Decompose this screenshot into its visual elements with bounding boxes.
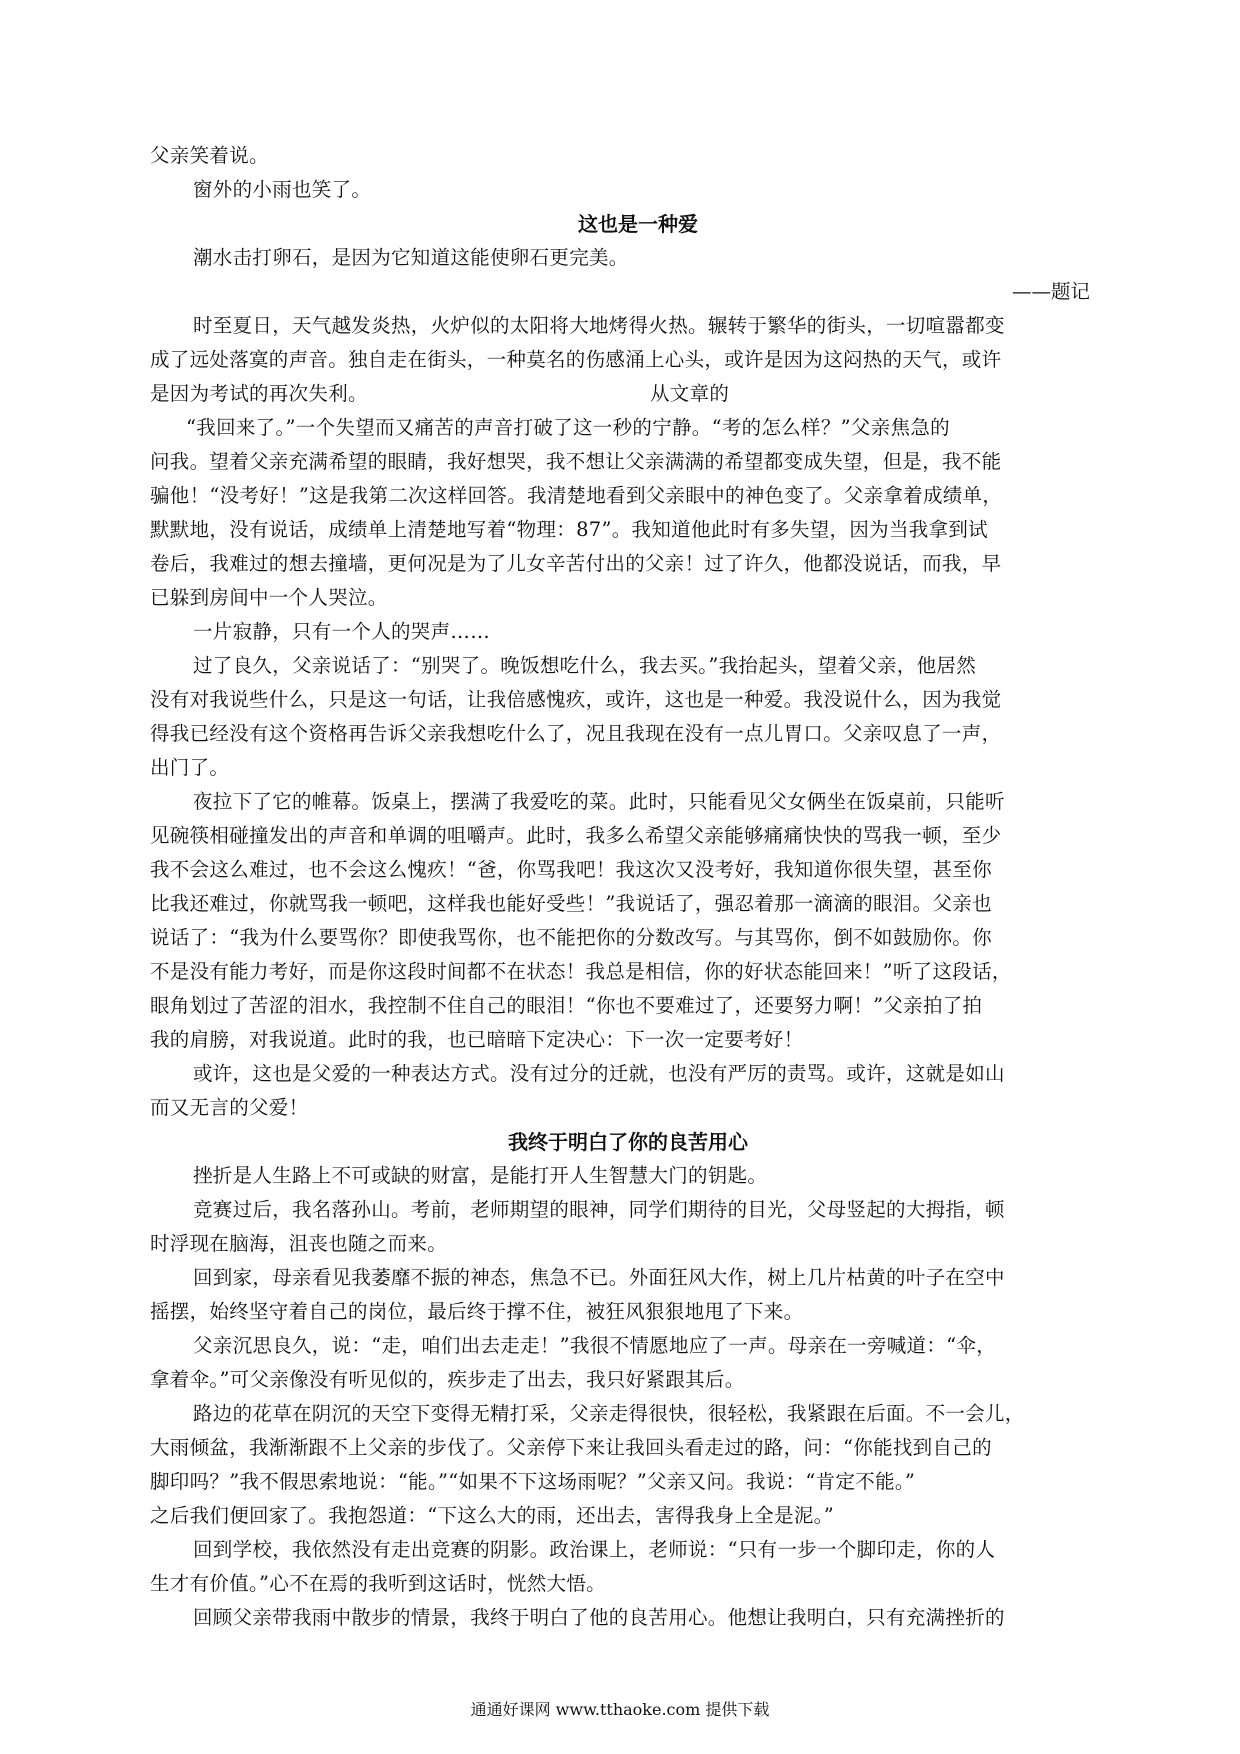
text-line: 说话了：“我为什么要骂你？即使我骂你，也不能把你的分数改写。与其骂你，倒不如鼓励你。你 [150, 926, 992, 949]
text-line: 路边的花草在阴沉的天空下变得无精打采，父亲走得很快，很轻松，我紧跟在后面。不一会儿， [193, 1402, 1025, 1425]
text-line: 夜拉下了它的帷幕。饭桌上，摆满了我爱吃的菜。此时，只能看见父女俩坐在饭桌前，只能听 [193, 790, 1005, 813]
text-line: 脚印吗？”我不假思索地说：“能。”“如果不下这场雨呢？”父亲又问。我说：“肯定不能。” [150, 1470, 916, 1493]
text-line: 大雨倾盆，我渐渐跟不上父亲的步伐了。父亲停下来让我回头看走过的路，问：“你能找到自己的 [150, 1436, 992, 1459]
section-title: 这也是一种爱 [578, 212, 698, 236]
text-line: 我不会这么难过，也不会这么愧疚！“爸，你骂我吧！我这次又没考好，我知道你很失望，甚至你 [150, 858, 992, 881]
text-line: 问我。望着父亲充满希望的眼睛，我好想哭，我不想让父亲满满的希望都变成失望，但是，我不能 [150, 450, 1002, 473]
page-footer: 通通好课网 www.tthaoke.com 提供下载 [470, 1700, 770, 1719]
text-line: 挫折是人生路上不可或缺的财富，是能打开人生智慧大门的钥匙。 [193, 1164, 768, 1187]
text-line: 成了远处落寞的声音。独自走在街头，一种莫名的伤感涌上心头，或许是因为这闷热的天气，或许 [150, 348, 1002, 371]
text-line: 或许，这也是父爱的一种表达方式。没有过分的迁就，也没有严厉的责骂。或许，这就是如山 [193, 1062, 1005, 1085]
text-line: 是因为考试的再次失利。 [150, 382, 368, 405]
epigraph: 潮水击打卵石，是因为它知道这能使卵石更完美。 [193, 246, 629, 269]
text-line: 摇摆，始终坚守着自己的岗位，最后终于撑不住，被狂风狠狠地甩了下来。 [150, 1300, 804, 1323]
text-line: “我回来了。”一个失望而又痛苦的声音打破了这一秒的宁静。“考的怎么样？”父亲焦急的 [186, 416, 950, 439]
text-line: 比我还难过，你就骂我一顿吧，这样我也能好受些！”我说话了，强忍着那一滴滴的眼泪。父亲也 [150, 892, 992, 915]
text-line: 竞赛过后，我名落孙山。考前，老师期望的眼神，同学们期待的目光，父母竖起的大拇指，顿 [193, 1198, 1005, 1221]
text-line: 眼角划过了苦涩的泪水，我控制不住自己的眼泪！“你也不要难过了，还要努力啊！”父亲拍了拍 [150, 994, 983, 1017]
text-line: 我的肩膀，对我说道。此时的我，也已暗暗下定决心：下一次一定要考好！ [150, 1028, 804, 1051]
text-line: 回顾父亲带我雨中散步的情景，我终于明白了他的良苦用心。他想让我明白，只有充满挫折的 [193, 1606, 1005, 1629]
text-line: 父亲沉思良久，说：“走，咱们出去走走！”我很不情愿地应了一声。母亲在一旁喊道：“伞， [193, 1334, 997, 1357]
text-line: 骗他！“没考好！”这是我第二次这样回答。我清楚地看到父亲眼中的神色变了。父亲拿着成绩单， [150, 484, 1003, 507]
text-line: 出门了。 [150, 756, 230, 779]
text-line: 窗外的小雨也笑了。 [193, 178, 372, 201]
text-line: 时至夏日，天气越发炎热，火炉似的太阳将大地烤得火热。辗转于繁华的街头，一切喧嚣都变 [193, 314, 1005, 337]
section-title: 我终于明白了你的良苦用心 [508, 1130, 748, 1154]
text-line: 时浮现在脑海，沮丧也随之而来。 [150, 1232, 448, 1255]
text-line: 得我已经没有这个资格再告诉父亲我想吃什么了，况且我现在没有一点儿胃口。父亲叹息了一声， [150, 722, 1002, 745]
stray-note: 从文章的 [650, 382, 730, 405]
text-line: 之后我们便回家了。我抱怨道：“下这么大的雨，还出去，害得我身上全是泥。” [150, 1504, 834, 1527]
epigraph-signature: ——题记 [1011, 280, 1090, 303]
text-line: 一片寂静，只有一个人的哭声…… [193, 620, 490, 643]
text-line: 回到家，母亲看见我萎靡不振的神态，焦急不已。外面狂风大作，树上几片枯黄的叶子在空中 [193, 1266, 1005, 1289]
text-line: 而又无言的父爱！ [150, 1096, 309, 1119]
text-line: 没有对我说些什么，只是这一句话，让我倍感愧疚，或许，这也是一种爱。我没说什么，因为我觉 [150, 688, 1002, 711]
text-line: 卷后，我难过的想去撞墙，更何况是为了儿女辛苦付出的父亲！过了许久，他都没说话，而我，早 [150, 552, 1002, 575]
text-line: 见碗筷相碰撞发出的声音和单调的咀嚼声。此时，我多么希望父亲能够痛痛快快的骂我一顿，至少 [150, 824, 1002, 847]
text-line: 生才有价值。”心不在焉的我听到这话时，恍然大悟。 [150, 1572, 606, 1595]
text-line: 过了良久，父亲说话了：“别哭了。晚饭想吃什么，我去买。”我抬起头，望着父亲，他居然 [193, 654, 976, 677]
text-line: 默默地，没有说话，成绩单上清楚地写着“物理：87”。我知道他此时有多失望，因为当我拿到试 [150, 518, 988, 541]
text-line: 父亲笑着说。 [150, 144, 269, 167]
text-line: 回到学校，我依然没有走出竞赛的阴影。政治课上，老师说：“只有一步一个脚印走，你的人 [193, 1538, 996, 1561]
text-line: 拿着伞。”可父亲像没有听见似的，疾步走了出去，我只好紧跟其后。 [150, 1368, 745, 1391]
text-line: 已躲到房间中一个人哭泣。 [150, 586, 388, 609]
text-line: 不是没有能力考好，而是你这段时间都不在状态！我总是相信，你的好状态能回来！”听了这段话， [150, 960, 1012, 983]
